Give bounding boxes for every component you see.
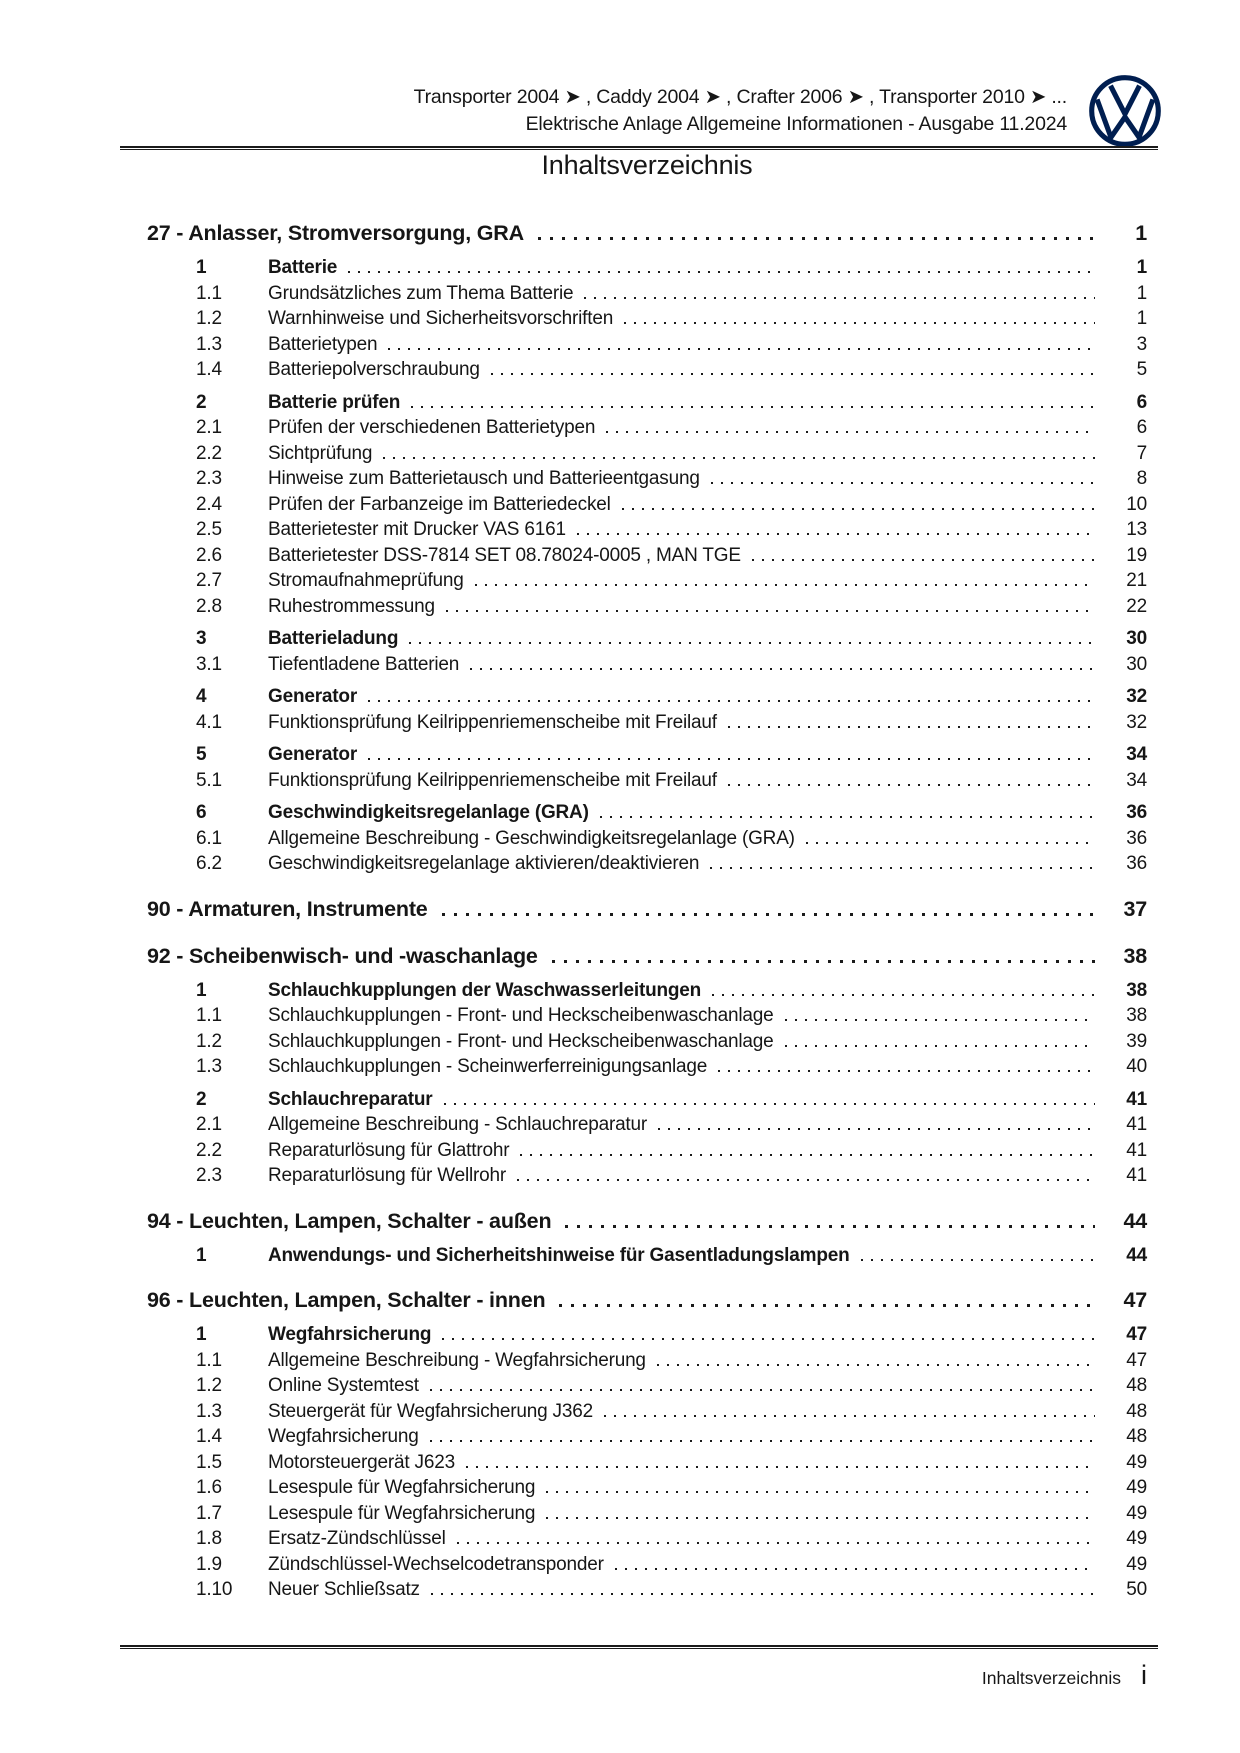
entry-row [147,281,1147,307]
entry-num: 1.2 [196,308,222,329]
entry-page: 30 [1126,653,1147,675]
entry-page: 41 [1126,1088,1147,1110]
entry-page: 19 [1126,544,1147,566]
entry-title: Ruhestrommessung [268,595,435,617]
toc-chapter [147,1285,1147,1603]
entry-title: Ersatz-Zündschlüssel [268,1528,446,1549]
entry-row [147,390,1147,416]
dot-leader [466,1466,1095,1468]
chapter-row [147,1206,1147,1236]
entry-title: Schlauchkupplungen - Front- und Heckscheibenwaschanlage [268,1005,774,1026]
entry-num: 5.1 [196,769,222,791]
dot-leader [470,668,1095,670]
entry-row [147,1163,1147,1189]
entry-page: 41 [1126,1114,1147,1135]
dot-leader [728,726,1095,728]
entry-num: 2 [196,1088,207,1110]
dot-leader [446,610,1095,612]
entry-title: Neuer Schließsatz [268,1579,420,1600]
entry-num: 3 [196,628,207,649]
toc-chapter [147,1206,1147,1269]
entry-num: 1.4 [196,359,222,380]
entry-num: 1.9 [196,1553,222,1575]
dot-leader [409,642,1095,644]
entry-page: 7 [1136,442,1147,464]
chapter-row [147,218,1147,248]
entry-page: 39 [1126,1030,1147,1052]
chapter-page: 38 [1123,943,1147,968]
dot-leader [442,913,1095,916]
dot-leader [604,1415,1095,1417]
entry-title: Lesespule für Wegfahrsicherung [268,1502,536,1524]
dot-leader [622,508,1095,510]
chapter-label: 96 - Leuchten, Lampen, Schalter - innen [147,1288,546,1312]
dot-leader [728,784,1095,786]
dot-leader [368,700,1095,702]
entry-title: Prüfen der verschiedenen Batterietypen [268,417,596,438]
entry-row [147,768,1147,794]
entry-page: 40 [1126,1056,1147,1077]
entry-page: 21 [1126,570,1147,591]
entry-page: 50 [1126,1579,1147,1600]
entry-num: 2.2 [196,442,222,464]
entry-num: 1.3 [196,1400,222,1422]
entry-num: 1 [196,1244,207,1266]
entry-row [147,826,1147,852]
entry-row [147,1475,1147,1501]
entry-row [147,1501,1147,1527]
chapter-page: 37 [1123,896,1147,921]
entry-row [147,1322,1147,1348]
entry-num: 2.3 [196,1165,222,1186]
entry-row [147,626,1147,652]
entry-title: Schlauchkupplungen der Waschwasserleitungen [268,979,702,1001]
entry-row [147,441,1147,467]
entry-title: Zündschlüssel-Wechselcodetransponder [268,1553,604,1575]
entry-row [147,851,1147,877]
toc-chapter [147,941,1147,1189]
entry-row [147,1450,1147,1476]
toc-chapter [147,894,1147,924]
entry-title: Reparaturlösung für Glattrohr [268,1139,510,1161]
entry-page: 49 [1126,1553,1147,1575]
entry-title: Batterie prüfen [268,391,401,413]
chapter-page: 47 [1123,1288,1147,1312]
chapter-label: 27 - Anlasser, Stromversorgung, GRA [147,221,524,245]
dot-leader [552,960,1095,963]
entry-num: 4.1 [196,711,222,733]
entry-row [147,800,1147,826]
entry-row [147,1054,1147,1080]
entry-row [147,978,1147,1004]
entry-title: Generator [268,686,358,707]
entry-num: 1.8 [196,1528,222,1549]
entry-title: Hinweise zum Batterietausch und Batterieentgasung [268,468,700,489]
entry-num: 3.1 [196,653,222,675]
entry-title: Funktionsprüfung Keilrippenriemenscheibe mit Freilauf [268,769,717,791]
entry-page: 36 [1126,853,1147,874]
entry-num: 2.8 [196,595,222,617]
dot-leader [565,1225,1095,1228]
dot-leader [517,1179,1095,1181]
header-document-line: Elektrische Anlage Allgemeine Informationen - Ausgabe 11.2024 [525,113,1067,135]
entry-num: 2.6 [196,544,222,566]
entry-row [147,1112,1147,1138]
dot-leader [624,322,1095,324]
entry-row [147,306,1147,332]
dot-leader [348,271,1095,273]
entry-title: Schlauchkupplungen - Front- und Heckscheibenwaschanlage [268,1030,774,1052]
entry-num: 1.1 [196,1005,222,1026]
entry-title: Wegfahrsicherung [268,1324,432,1345]
entry-page: 49 [1126,1477,1147,1498]
dot-leader [806,842,1095,844]
entry-row [147,517,1147,543]
dot-leader [785,1019,1096,1021]
entry-title: Online Systemtest [268,1375,419,1396]
entry-num: 6 [196,802,207,823]
page-footer [147,1660,1147,1691]
dot-leader [442,1338,1095,1340]
footer-divider [120,1645,1158,1649]
chapter-row [147,941,1147,971]
dot-leader [657,1364,1095,1366]
entry-num: 2.2 [196,1139,222,1161]
chapter-row [147,1285,1147,1315]
entry-page: 49 [1126,1528,1147,1549]
dot-leader [559,1304,1095,1307]
entry-title: Allgemeine Beschreibung - Schlauchreparatur [268,1114,648,1135]
chapter-label: 94 - Leuchten, Lampen, Schalter - außen [147,1208,552,1233]
entry-num: 2.1 [196,1114,222,1135]
header-models-line: Transporter 2004 ➤ , Caddy 2004 ➤ , Crafter 2006 ➤ , Transporter 2010 ➤ ... [413,86,1067,108]
entry-page: 41 [1126,1139,1147,1161]
entry-title: Allgemeine Beschreibung - Geschwindigkeitsregelanlage (GRA) [268,827,795,849]
dot-leader [600,816,1095,818]
entry-title: Batterietypen [268,333,378,355]
entry-title: Schlauchreparatur [268,1088,433,1110]
entry-num: 1.7 [196,1502,222,1524]
dot-leader [444,1103,1096,1105]
entry-num: 1.3 [196,1056,222,1077]
entry-num: 2.5 [196,519,222,540]
entry-num: 2 [196,391,207,413]
entry-page: 6 [1136,391,1147,413]
entry-title: Generator [268,744,358,765]
entry-row [147,1577,1147,1603]
entry-row [147,492,1147,518]
dot-leader [712,994,1095,996]
entry-num: 6.2 [196,853,222,874]
dot-leader [546,1491,1095,1493]
entry-num: 4 [196,686,207,707]
entry-page: 34 [1126,744,1147,765]
entry-row [147,594,1147,620]
entry-page: 10 [1126,493,1147,515]
entry-page: 48 [1126,1426,1147,1447]
entry-page: 13 [1126,519,1147,540]
entry-page: 1 [1136,282,1147,304]
entry-title: Geschwindigkeitsregelanlage (GRA) [268,802,589,823]
entry-row [147,710,1147,736]
entry-title: Grundsätzliches zum Thema Batterie [268,282,574,304]
entry-page: 49 [1126,1502,1147,1524]
entry-page: 1 [1136,308,1147,329]
chapter-entries [147,255,1147,877]
entry-title: Batteriepolverschraubung [268,359,480,380]
vw-logo-glyph [1092,78,1159,145]
dot-leader [584,297,1095,299]
entry-num: 1.2 [196,1030,222,1052]
entry-row [147,1424,1147,1450]
entry-row [147,466,1147,492]
entry-title: Warnhinweise und Sicherheitsvorschriften [268,308,614,329]
chapter-row [147,894,1147,924]
dot-leader [388,348,1095,350]
entry-title: Anwendungs- und Sicherheitshinweise für Gasentladungslampen [268,1244,850,1266]
entry-title: Batterieladung [268,628,399,649]
dot-leader [546,1517,1095,1519]
dot-leader [431,1593,1095,1595]
entry-num: 5 [196,744,207,765]
page-header [147,84,1067,138]
dot-leader [538,237,1095,240]
entry-num: 1.5 [196,1451,222,1473]
entry-row [147,568,1147,594]
entry-row [147,1399,1147,1425]
dot-leader [491,373,1095,375]
entry-num: 2.7 [196,570,222,591]
dot-leader [711,482,1095,484]
entry-row [147,1348,1147,1374]
entry-row [147,742,1147,768]
chapter-label: 92 - Scheibenwisch- und -waschanlage [147,943,538,968]
entry-row [147,415,1147,441]
entry-num: 1.3 [196,333,222,355]
dot-leader [475,584,1095,586]
entry-page: 30 [1126,628,1147,649]
entry-row [147,1373,1147,1399]
entry-title: Motorsteuergerät J623 [268,1451,455,1473]
entry-row [147,1526,1147,1552]
entry-row [147,332,1147,358]
entry-title: Reparaturlösung für Wellrohr [268,1165,506,1186]
entry-num: 2.3 [196,468,222,489]
entry-title: Lesespule für Wegfahrsicherung [268,1477,536,1498]
chapter-entries [147,1243,1147,1269]
entry-page: 36 [1126,827,1147,849]
entry-row [147,684,1147,710]
entry-row [147,255,1147,281]
entry-title: Funktionsprüfung Keilrippenriemenscheibe mit Freilauf [268,711,717,733]
entry-row [147,1138,1147,1164]
dot-leader [615,1568,1095,1570]
entry-page: 49 [1126,1451,1147,1473]
entry-title: Schlauchkupplungen - Scheinwerferreinigungsanlage [268,1056,708,1077]
entry-page: 3 [1136,333,1147,355]
entry-num: 1.1 [196,1349,222,1371]
entry-title: Sichtprüfung [268,442,373,464]
entry-title: Batterietester DSS-7814 SET 08.78024-0005 , MAN TGE [268,544,741,566]
toc-chapter [147,218,1147,877]
dot-leader [577,533,1095,535]
dot-leader [861,1259,1095,1261]
entry-title: Steuergerät für Wegfahrsicherung J362 [268,1400,593,1422]
chapter-page: 44 [1123,1208,1147,1233]
entry-row [147,1029,1147,1055]
entry-num: 1.10 [196,1579,233,1600]
entry-num: 2.4 [196,493,222,515]
entry-page: 47 [1126,1324,1147,1345]
entry-page: 22 [1126,595,1147,617]
entry-page: 36 [1126,802,1147,823]
entry-page: 48 [1126,1400,1147,1422]
vw-logo-icon [1088,74,1162,148]
entry-row [147,1003,1147,1029]
entry-num: 1.4 [196,1426,222,1447]
dot-leader [752,559,1095,561]
entry-page: 48 [1126,1375,1147,1396]
entry-row [147,543,1147,569]
entry-num: 1.1 [196,282,222,304]
dot-leader [368,758,1095,760]
entry-num: 2.1 [196,417,222,438]
entry-row [147,652,1147,678]
entry-title: Tiefentladene Batterien [268,653,460,675]
dot-leader [430,1389,1095,1391]
chapter-page: 1 [1135,221,1147,245]
toc [147,218,1147,1603]
entry-page: 6 [1136,417,1147,438]
chapter-label: 90 - Armaturen, Instrumente [147,896,428,921]
entry-row [147,1243,1147,1269]
dot-leader [520,1154,1095,1156]
chapter-entries [147,978,1147,1189]
entry-title: Allgemeine Beschreibung - Wegfahrsicherung [268,1349,646,1371]
entry-page: 32 [1126,711,1147,733]
entry-title: Geschwindigkeitsregelanlage aktivieren/deaktivieren [268,853,700,874]
dot-leader [785,1045,1096,1047]
entry-page: 38 [1126,1005,1147,1026]
dot-leader [718,1070,1095,1072]
entry-page: 47 [1126,1349,1147,1371]
chapter-entries [147,1322,1147,1603]
entry-title: Prüfen der Farbanzeige im Batteriedeckel [268,493,611,515]
entry-num: 1.2 [196,1375,222,1396]
page-title: Inhaltsverzeichnis [541,150,753,180]
entry-num: 1 [196,257,207,278]
entry-page: 34 [1126,769,1147,791]
entry-row [147,1552,1147,1578]
footer-label: Inhaltsverzeichnis [981,1668,1121,1688]
entry-page: 1 [1136,257,1147,278]
entry-title: Batterietester mit Drucker VAS 6161 [268,519,566,540]
entry-title: Stromaufnahmeprüfung [268,570,464,591]
dot-leader [658,1128,1095,1130]
entry-title: Wegfahrsicherung [268,1426,419,1447]
dot-leader [457,1542,1095,1544]
dot-leader [411,406,1095,408]
entry-page: 44 [1126,1244,1147,1266]
dot-leader [383,457,1095,459]
entry-page: 32 [1126,686,1147,707]
dot-leader [430,1440,1095,1442]
entry-title: Batterie [268,257,338,278]
footer-page-number: i [1141,1660,1147,1690]
entry-row [147,1087,1147,1113]
entry-num: 6.1 [196,827,222,849]
entry-row [147,357,1147,383]
dot-leader [606,431,1095,433]
entry-num: 1 [196,979,207,1001]
entry-num: 1.6 [196,1477,222,1498]
dot-leader [710,867,1095,869]
entry-num: 1 [196,1324,207,1345]
entry-page: 8 [1136,468,1147,489]
entry-page: 41 [1126,1165,1147,1186]
entry-page: 5 [1136,359,1147,380]
entry-page: 38 [1126,979,1147,1001]
